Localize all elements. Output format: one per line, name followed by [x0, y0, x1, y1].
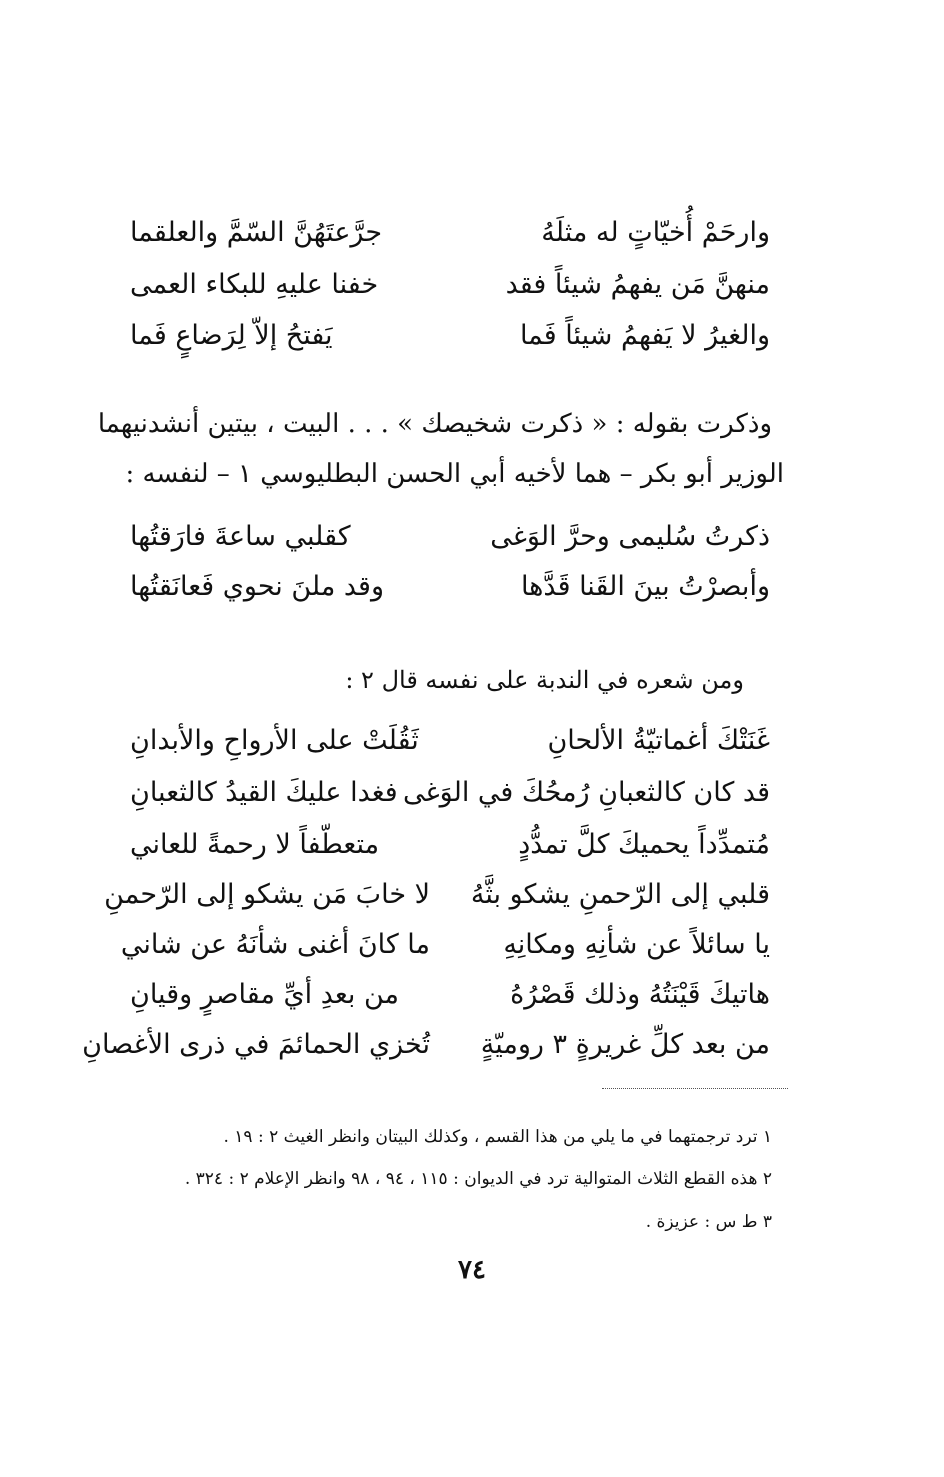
verse-line [130, 208, 770, 258]
verse-line [130, 562, 770, 612]
verse-line [130, 768, 770, 818]
verse-line [82, 1020, 770, 1070]
verse-first-hemistich: منهنَّ مَن يفهمُ شيئاً فقد [505, 269, 770, 300]
footnote: ٣ ط س : عزيزة . [645, 1212, 772, 1232]
verse-first-hemistich: ذكرتُ سُليمى وحرَّ الوَغى [490, 521, 770, 552]
verse-second-hemistich: وقد ملنَ نحوي فَعانَقتُها [130, 571, 384, 602]
verse-first-hemistich: من بعد كلِّ غريرةٍ ٣ روميّةٍ [480, 1029, 770, 1060]
footnote: ٢ هذه القطع الثلاث المتوالية ترد في الديوان : ١١٥ ، ٩٤ ، ٩٨ وانظر الإعلام ٢ : ٣٢٤ . [184, 1169, 772, 1189]
verse-line [130, 260, 770, 310]
verse-first-hemistich: وارحَمْ أُخيّاتٍ له مثلَهُ [541, 217, 770, 248]
verse-second-hemistich: يَفتحُ إلاّ لِرَضاعٍ فَما [130, 320, 333, 351]
verse-line [130, 716, 770, 766]
verse-second-hemistich: متعطّفاً لا رحمةً للعاني [130, 829, 380, 860]
verse-second-hemistich: جرَّعتَهُنَّ السّمَّ والعلقما [130, 217, 383, 248]
verse-line [130, 820, 770, 870]
verse-first-hemistich: يا سائلاً عن شأنِهِ ومكانِهِ [503, 929, 770, 960]
verse-line [130, 512, 770, 562]
prose-line: وذكرت بقوله : « ذكرت شخيصك » . . . البيت ، بيتين أنشدنيهما [97, 409, 772, 439]
prose-line: ومن شعره في الندبة على نفسه قال ٢ : [345, 666, 744, 694]
verse-second-hemistich: فغدا عليكَ القيدُ كالثعبانِ [130, 777, 398, 808]
verse-second-hemistich: كقلبي ساعةَ فارَقتُها [130, 521, 351, 552]
verse-second-hemistich: من بعدِ أيِّ مقاصرٍ وقيانِ [130, 979, 400, 1010]
verse-first-hemistich: مُتمدِّداً يحميكَ كلَّ تمدُّدٍ [518, 829, 770, 860]
verse-line [120, 920, 770, 970]
page-number: ٧٤ [458, 1255, 486, 1285]
footnote-separator [602, 1088, 788, 1089]
verse-first-hemistich: والغيرُ لا يَفهمُ شيئاً فَما [519, 320, 770, 351]
verse-line [130, 970, 770, 1020]
verse-first-hemistich: هاتيكَ قَيْنَتُهُ وذلك قَصْرُهُ [510, 979, 770, 1010]
verse-second-hemistich: ثَقُلَتْ على الأرواحِ والأبدانِ [130, 725, 419, 756]
verse-first-hemistich: وأبصرْتُ بينَ القَنا قَدَّها [520, 571, 770, 602]
verse-second-hemistich: ما كانَ أغنى شأنَهُ عن شاني [120, 929, 430, 960]
verse-second-hemistich: تُخزي الحمائمَ في ذرى الأغصانِ [82, 1029, 430, 1060]
verse-first-hemistich: قد كان كالثعبانِ رُمحُكَ في الوَغى [403, 777, 770, 808]
verse-second-hemistich: لا خابَ مَن يشكو إلى الرّحمنِ [104, 879, 430, 910]
footnote: ١ ترد ترجمتهما في ما يلي من هذا القسم ، وكذلك البيتان وانظر الغيث ٢ : ١٩ . [223, 1127, 772, 1147]
verse-first-hemistich: قلبي إلى الرّحمنِ يشكو بثَّهُ [470, 879, 770, 910]
verse-line [104, 870, 770, 920]
verse-line [130, 311, 770, 361]
verse-first-hemistich: غَنَتْكَ أغماتيّةُ الألحانِ [547, 725, 770, 756]
verse-second-hemistich: خفنا عليهِ للبكاء العمى [130, 269, 379, 300]
prose-line: الوزير أبو بكر – هما لأخيه أبي الحسن البطليوسي ١ – لنفسه : [125, 459, 784, 489]
